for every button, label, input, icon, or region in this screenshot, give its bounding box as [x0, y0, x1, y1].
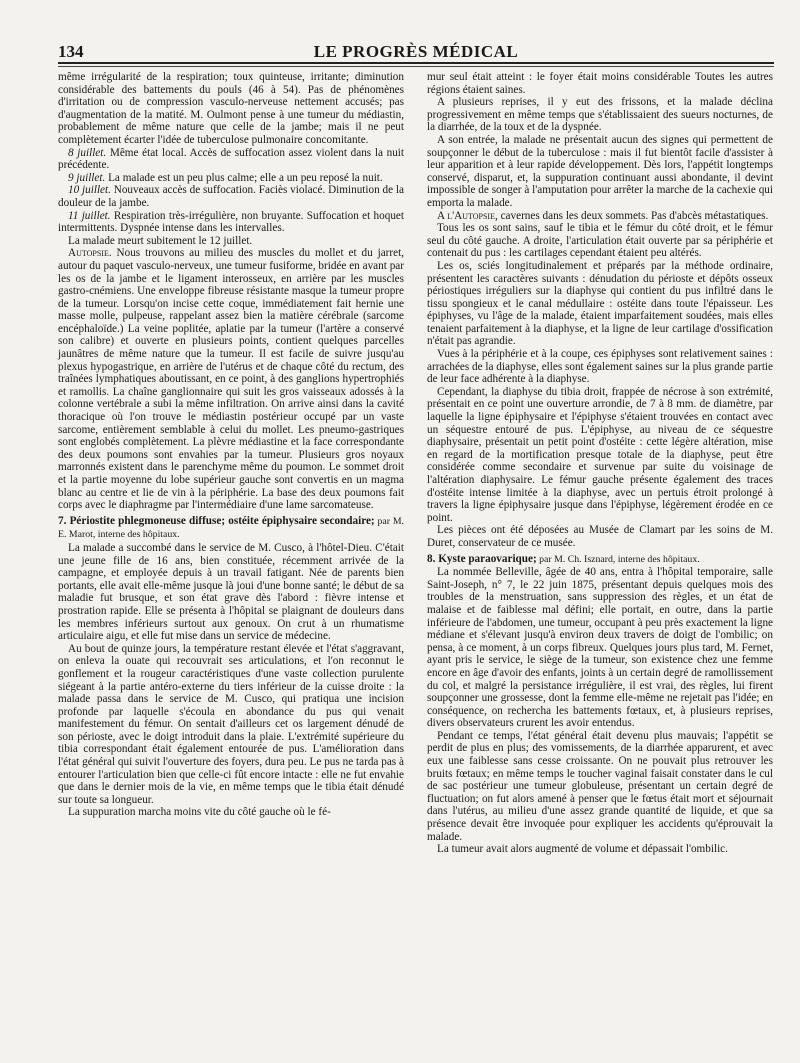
paragraph: [58, 210, 404, 235]
paragraph: [427, 210, 773, 223]
right-column: [427, 71, 773, 856]
paragraph-text: Même état local. Accès de suffocation assez violent dans la nuit précédente.: [58, 146, 405, 172]
section-title: 8. Kyste paraovarique;: [427, 552, 537, 565]
paragraph-text: Nous trouvons au milieu des muscles du mollet et du jarret, autour du paquet vasculo-nerveux, une tumeur fusiforme, bridée en avant par les os de la jambe et le ligament interosseux, en arrière par les muscles gastro-cnémiens. Une enveloppe fibreuse résistante masque la tumeur propre de la tumeur. Lorsqu'on incise cette coque, immédiatement fait hernie une masse molle, pulpeuse, rappelant assez bien la matière cérébrale (sarcome encéphaloïde.) La veine poplitée, aplatie par la tumeur (l'artère a conservé son calibre) et ouverte en plusieurs points, contient quelques parcelles jaunâtres de même nature que la tumeur. Il est facile de suivre jusqu'au plexus hypogastrique, en arrière de l'utérus et de chaque côté du rectum, des traînées lymphatiques aboutissant, en ce point, à des ganglions hypertrophiés et ramollis. La chaîne ganglionnaire qui suit les gros vaisseaux adossés à la colonne vertébrale a subi la même infiltration. On arrive ainsi dans la cavité thoracique où l'on trouve le médiastin postérieur occupé par un vaste sarcome, entièrement semblable à celui du mollet. Les pneumo-gastriques sont englobés complètement. La plèvre médiastine et la face correspondante des deux poumons sont envahies par la tumeur. Plusieurs gros noyaux marronnés existent dans le parenchyme même du poumon. Le sommet droit et la partie moyenne du lobe supérieur gauche sont convertis en un magma blanc au centre et lie de vin à la périphérie. La base des deux poumons fait corps avec le diaphragme par l'intermédiaire d'une lame sarcomateuse.: [58, 247, 404, 512]
paragraph: [58, 247, 404, 511]
paragraph: A son entrée, la malade ne présentait aucun des signes qui permettent de soupçonner le début de la tuberculose : mais il fut bientôt facile d'assister à leur apparition et à leur rapide développement. Dès lors, l'appétit longtemps conservé, disparut, et, la suppuration continuant aussi abondante, il devint impossible de songer à l'amputation pour arrêter la marche de la cachexie qui emporta la malade.: [427, 133, 773, 209]
date-label: 8 juillet.: [68, 146, 107, 159]
paragraph: [58, 147, 404, 172]
paragraph: A plusieurs reprises, il y eut des frissons, et la malade déclina progressivement en même temps que s'établissaient des sueurs nocturnes, de la diarrhée, de la toux et de la dyspnée.: [427, 96, 773, 134]
paragraph: [58, 172, 404, 185]
paragraph: Les pièces ont été déposées au Musée de Clamart par les soins de M. Duret, conservateur de ce musée.: [427, 524, 773, 549]
section-lead: Autopsie.: [68, 247, 112, 260]
paragraph: Au bout de quinze jours, la température restant élevée et l'état s'aggravant, on enleva la ouate qui recouvrait ses articulations, et l'on reconnut le gonflement et la rougeur caractéristiques d'une vaste collection purulente siégeant à la partie antéro-externe du tiers inférieur de la cuisse droite : la malade passa dans le service de M. Cusco, qui pratiqua une incision profonde par laquelle s'écoula en abondance du pus qui venait manifestement du fémur. On sentait d'ailleurs cet os largement dénudé de son périoste, avec le doigt introduit dans la plaie. L'extrémité supérieure du tibia correspondant était également entourée de pus. L'amélioration dans l'état général qui suivit l'ouverture des foyers, dura peu. Le pus ne tarda pas à entourer l'articulation bien que celle-ci fût encore intacte : elle ne fut envahie que dans le dernier mois de la vie, en même temps que le tibia était dénudé sur toute sa longueur.: [58, 642, 404, 806]
paragraph-text: cavernes dans les deux sommets. Pas d'abcès métastatiques.: [497, 209, 769, 222]
paragraph: La tumeur avait alors augmenté de volume et dépassait l'ombilic.: [437, 843, 728, 856]
paragraph-text: La malade est un peu plus calme; elle a un peu reposé la nuit.: [105, 171, 383, 184]
paragraph: La malade a succombé dans le service de M. Cusco, à l'hôtel-Dieu. C'était une jeune fille de 16 ans, bien constituée, récemment arrivée de la campagne, et employée depuis à un travail fatigant. Née de parents bien portants, elle avait elle-même jusque là joui d'une bonne santé; le début de sa maladie fut brusque, et son état grave dès l'abord : fièvre intense et prostration rapide. Elle se présenta à l'hôpital se plaignant de douleurs dans les membres inférieurs surtout aux genoux. On crut à un rhumatisme articulaire aigu, et elle fut mise dans un service de médecine.: [58, 541, 404, 643]
section-author: par M. E. Marot, interne des hôpitaux.: [58, 515, 404, 541]
paragraph: Vues à la périphérie et à la coupe, ces épiphyses sont relativement saines : arrachées de la diaphyse, elles sont également saines sur la plus grande partie de leur face adhérente à la diaphyse.: [427, 348, 773, 386]
section-author: par M. Ch. Isznard, interne des hôpitaux.: [536, 553, 700, 565]
page-header: [58, 38, 774, 64]
paragraph: Les os, sciés longitudinalement et préparés par la méthode ordinaire, présentent les caractères suivants : dénudation du périoste et dépôts osseux périostiques irréguliers sur la diaphyse qui contient du pus infiltré dans le tissu spongieux et le canal médullaire : ostéite dans toute l'épaisseur. Les épiphyses, vu l'âge de la malade, étaient imparfaitement soudées, mais elles tenaient parfaitement à la diaphyse, et la ligne de leur cartilage d'ossification n'était pas agrandie.: [427, 259, 773, 348]
paragraph: même irrégularité de la respiration; toux quinteuse, irritante; diminution considérable des battements du pouls (46 à 54). Pas de phénomènes d'irritation ou de compression vasculo-nerveuse nettement accusés; pas d'augmentation de la matité. M. Oulmont pense à une tumeur du médiastin, probablement de même nature que celle de la jambe; mais il ne peut complètement écarter l'idée de tuberculose pulmonaire concomitante.: [58, 71, 404, 146]
paragraph-text: Respiration très-irrégulière, non bruyante. Suffocation et hoquet intermittents. Dyspnée intense dans les intervalles.: [58, 209, 404, 235]
paragraph: mur seul était atteint : le foyer était moins considérable Toutes les autres régions étaient saines.: [427, 71, 773, 96]
paragraph: Cependant, la diaphyse du tibia droit, frappée de nécrose à son extrémité, présentait en ce point une ouverture arrondie, de 7 à 8 mm. de diamètre, par laquelle la ligne épiphysaire et l'épiphyse s'étaient trouvées en contact avec un séquestre entouré de pus. L'épiphyse, au niveau de ce séquestre diaphysaire, présentait un petit point d'ostéite : cette légère altération, mise en regard de la mortification presque totale de la diaphyse, peut être considérée comme secondaire et survenue par suite du voisinage de l'altération diaphysaire. Le fémur gauche présente également des traces d'ostéite intense limitée à la diaphyse, avec un pertuis étroit prolongé à travers la ligne épiphysaire jusque dans l'épiphyse, légèrement érodée en ce point.: [427, 385, 773, 524]
journal-title: LE PROGRÈS MÉDICAL: [313, 42, 519, 61]
section-title: 7. Périostite phlegmoneuse diffuse; ostéite épiphysaire secondaire;: [58, 514, 375, 527]
date-label: 11 juillet.: [68, 209, 111, 222]
section-heading: [58, 515, 404, 542]
paragraph: La nommée Belleville, âgée de 40 ans, entra à l'hôpital temporaire, salle Saint-Joseph, n° 7, le 22 juin 1875, présentant depuis quelques mois des troubles de la menstruation, sans suppression des règles, et un état de malaise et de faiblesse mal défini; elle portait, en outre, dans la partie inférieure de l'abdomen, une tumeur, occupant à peu près exactement la ligne médiane et s'élevant jusqu'à environ deux travers de doigt de l'ombilic; on pensa, à ce moment, à un corps fibreux. Quelques jours plus tard, M. Fernet, ayant pris le service, le siège de la tumeur, son existence chez une femme encore en âge d'avoir des enfants, joints à un certain degré de ramollissement du col, et malgré la persistance irrégulière, il est vrai, des règles, lui firent soupçonner une grossesse, dont la femme elle-même ne rejetait pas l'idée; en conséquence, on rechercha les battements fœtaux, et, à plusieurs reprises, divers observateurs crurent les avoir entendus.: [427, 566, 773, 730]
paragraph: Pendant ce temps, l'état général était devenu plus mauvais; l'appétit se perdit de plus en plus; des vomissements, de la diarrhée apparurent, et avec eux une faiblesse sans cesse croissante. On ne pouvait plus retrouver les bruits fœtaux; en même temps le toucher vaginal faisait constater dans le cul de sac postérieur une tumeur globuleuse, présentant un certain degré de fluctuation; on fut alors amené à penser que le fœtus était mort et séjournait dans l'utérus, au milieu d'une assez grande quantité de liquide, et que sa présence devait être invoquée pour expliquer les accidents qu'éprouvait la malade.: [427, 729, 773, 843]
date-label: 10 juillet.: [68, 184, 111, 197]
paragraph: [58, 184, 404, 209]
date-label: 9 juillet.: [68, 171, 106, 184]
paragraph: Tous les os sont sains, sauf le tibia et le fémur du côté droit, et le fémur seul du côté gauche. A droite, l'articulation était ouverte par sa périphérie et contenait du pus : les cartilages cependant étaient peu altérés.: [427, 222, 773, 260]
paragraph: La suppuration marcha moins vite du côté gauche où le fé-: [68, 806, 331, 819]
header-rule: [58, 66, 774, 67]
page-number: 134: [58, 42, 84, 61]
paragraph: La malade meurt subitement le 12 juillet.: [68, 234, 253, 247]
left-column: [58, 71, 404, 819]
section-lead: A l'Autopsie,: [437, 209, 498, 222]
section-heading: [427, 553, 773, 567]
paragraph-text: Nouveaux accès de suffocation. Faciès violacé. Diminution de la douleur de la jambe.: [58, 184, 404, 209]
